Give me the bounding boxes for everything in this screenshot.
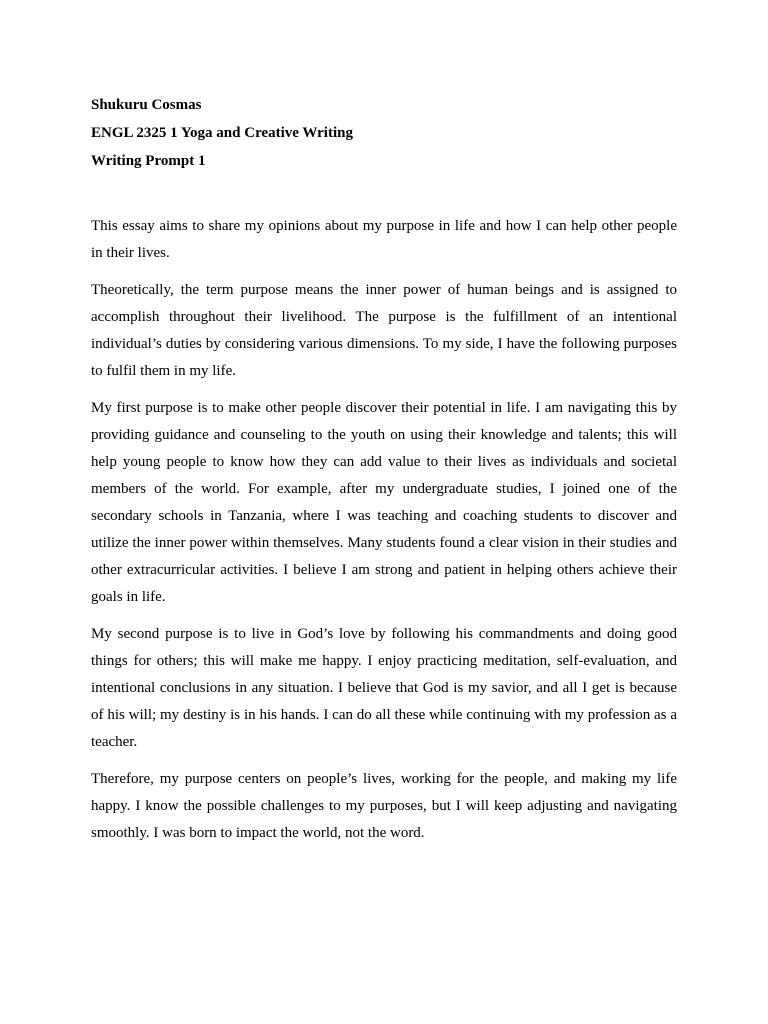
essay-header: [91, 91, 677, 175]
paragraph-conclusion: Therefore, my purpose centers on people’s lives, working for the people, and making my life happy. I know the possible challenges to my purposes, but I will keep adjusting and navigating smoothly. I was born to impact the world, not the word.: [91, 771, 677, 841]
essay-body: [91, 213, 677, 847]
paragraph-definition: Theoretically, the term purpose means the inner power of human beings and is assigned to accomplish throughout their livelihood. The purpose is the fulfillment of an intentional individual’s duties by considering various dimensions. To my side, I have the following purposes to fulfil them in my life.: [91, 282, 677, 379]
paragraph-first-purpose: My first purpose is to make other people discover their potential in life. I am navigating this by providing guidance and counseling to the youth on using their knowledge and talents; this will help young people to know how they can add value to their lives as individuals and societal members of the world. For example, after my undergraduate studies, I joined one of the secondary schools in Tanzania, where I was teaching and coaching students to discover and utilize the inner power within themselves. Many students found a clear vision in their studies and other extracurricular activities. I believe I am strong and patient in helping others achieve their goals in life.: [91, 400, 677, 605]
assignment-title: Writing Prompt 1: [91, 153, 206, 169]
course-title: ENGL 2325 1 Yoga and Creative Writing: [91, 125, 353, 141]
paragraph-second-purpose: My second purpose is to live in God’s love by following his commandments and doing good things for others; this will make me happy. I enjoy practicing meditation, self-evaluation, and intentional conclusions in any situation. I believe that God is my savior, and all I get is because of his will; my destiny is in his hands. I can do all these while continuing with my profession as a teacher.: [91, 626, 677, 750]
author-name: Shukuru Cosmas: [91, 97, 202, 113]
paragraph-intro: This essay aims to share my opinions about my purpose in life and how I can help other people in their lives.: [91, 218, 677, 261]
